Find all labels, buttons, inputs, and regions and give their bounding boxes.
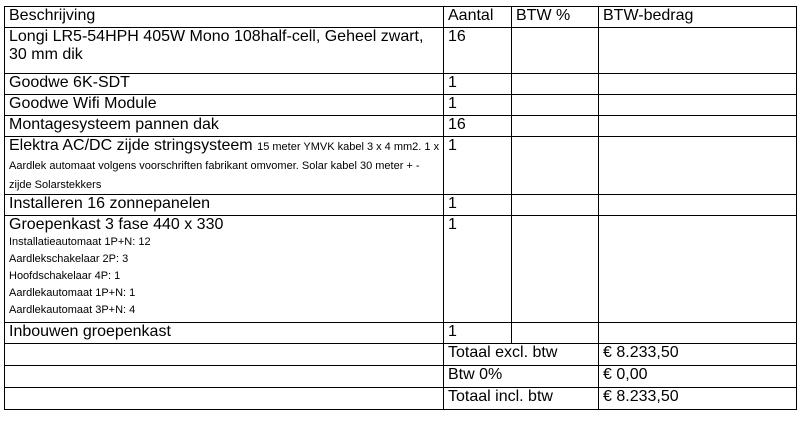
item-qty: 1	[444, 74, 512, 95]
table-row	[5, 137, 797, 195]
header-row	[5, 7, 797, 28]
table-row	[5, 95, 797, 116]
item-qty: 16	[444, 116, 512, 137]
item-qty: 1	[444, 195, 512, 216]
total-label: Totaal excl. btw	[444, 344, 599, 366]
item-qty: 1	[444, 137, 512, 195]
invoice-table	[4, 6, 797, 410]
item-description	[5, 137, 444, 195]
item-vat-amount	[599, 216, 797, 323]
item-vat-pct	[512, 137, 599, 195]
total-value: € 0,00	[599, 366, 797, 388]
total-label: Btw 0%	[444, 366, 599, 388]
item-vat-pct	[512, 116, 599, 137]
item-title: Elektra AC/DC zijde stringsysteem	[9, 137, 253, 154]
item-vat-pct	[512, 216, 599, 323]
total-spacer	[5, 344, 444, 366]
item-detail-line: Aardlekautomaat 1P+N: 1	[9, 287, 136, 299]
item-vat-amount	[599, 195, 797, 216]
item-detail-line: Aardlekschakelaar 2P: 3	[9, 253, 129, 265]
item-qty: 1	[444, 323, 512, 344]
item-description: Inbouwen groepenkast	[5, 323, 444, 344]
total-spacer	[5, 388, 444, 410]
item-detail-line: Aardlekautomaat 3P+N: 4	[9, 304, 136, 316]
table-row	[5, 323, 797, 344]
total-row-vat	[5, 366, 797, 388]
header-qty: Aantal	[444, 7, 512, 28]
item-vat-amount	[599, 137, 797, 195]
item-description: Montagesysteem pannen dak	[5, 116, 444, 137]
item-qty: 1	[444, 216, 512, 323]
table-row	[5, 116, 797, 137]
item-title: Groepenkast 3 fase 440 x 330	[9, 216, 224, 233]
item-vat-pct	[512, 74, 599, 95]
item-description: Longi LR5-54HPH 405W Mono 108half-cell, Geheel zwart, 30 mm dik	[5, 28, 444, 74]
item-vat-pct	[512, 28, 599, 74]
total-spacer	[5, 366, 444, 388]
item-vat-amount	[599, 116, 797, 137]
item-qty: 1	[444, 95, 512, 116]
item-vat-amount	[599, 28, 797, 74]
table-row	[5, 28, 797, 74]
total-row-incl	[5, 388, 797, 410]
item-detail-line: Installatieautomaat 1P+N: 12	[9, 236, 151, 248]
header-vat-amount: BTW-bedrag	[599, 7, 797, 28]
item-vat-pct	[512, 195, 599, 216]
item-vat-amount	[599, 74, 797, 95]
header-description: Beschrijving	[5, 7, 444, 28]
item-description	[5, 216, 444, 323]
table-row	[5, 74, 797, 95]
total-value: € 8.233,50	[599, 388, 797, 410]
item-qty: 16	[444, 28, 512, 74]
table-row	[5, 195, 797, 216]
total-row-excl	[5, 344, 797, 366]
item-vat-pct	[512, 95, 599, 116]
header-vat-pct: BTW %	[512, 7, 599, 28]
table-row	[5, 216, 797, 323]
item-vat-amount	[599, 95, 797, 116]
item-description: Goodwe 6K-SDT	[5, 74, 444, 95]
item-description: Goodwe Wifi Module	[5, 95, 444, 116]
total-label: Totaal incl. btw	[444, 388, 599, 410]
item-detail-line: Hoofdschakelaar 4P: 1	[9, 270, 121, 282]
item-vat-amount	[599, 323, 797, 344]
total-value: € 8.233,50	[599, 344, 797, 366]
item-description: Installeren 16 zonnepanelen	[5, 195, 444, 216]
item-detail: 15 meter YMVK kabel 3 x 4 mm2. 1 x Aardlek automaat volgens voorschriften fabrikant omvomer. Solar kabel 30 meter + - zijde Solarstekkers	[9, 141, 440, 191]
item-vat-pct	[512, 323, 599, 344]
